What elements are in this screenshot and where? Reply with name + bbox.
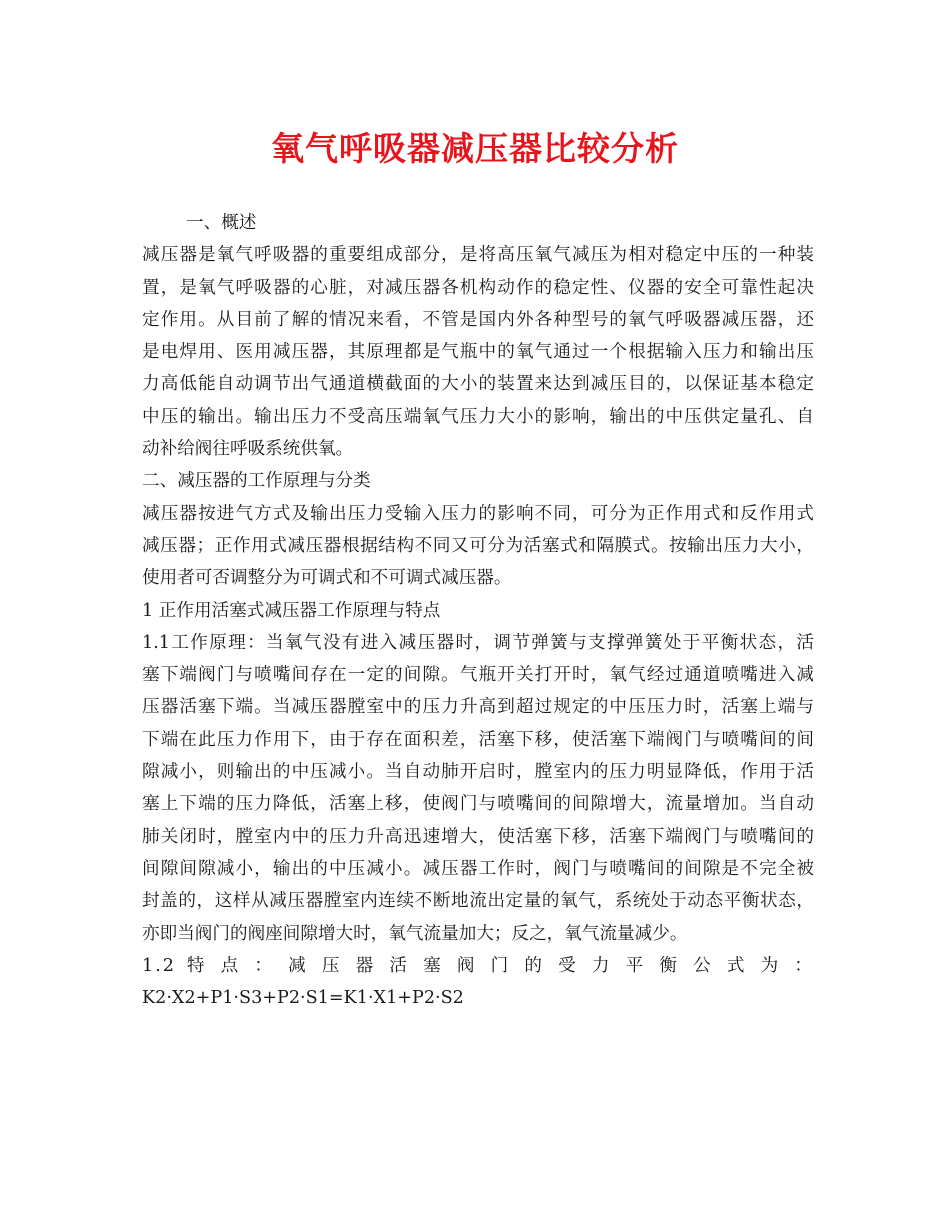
section-heading-principle: 二、减压器的工作原理与分类: [142, 471, 371, 492]
paragraph-line: 置，是氧气呼吸器的心脏，对减压器各机构动作的稳定性、仪器的安全可靠性起决: [142, 277, 814, 298]
document-body: [142, 207, 814, 1014]
paragraph-line: 使用者可否调整分为可调式和不可调式减压器。: [142, 568, 512, 589]
paragraph-line: 动补给阀往呼吸系统供氧。: [142, 439, 354, 460]
paragraph-line: 减压器按进气方式及输出压力受输入压力的影响不同，可分为正作用式和反作用式: [142, 503, 814, 524]
paragraph-line: 减压器是氧气呼吸器的重要组成部分，是将高压氧气减压为相对稳定中压的一种装: [142, 245, 814, 266]
paragraph-line: 封盖的，这样从减压器膛室内连续不断地流出定量的氧气，系统处于动态平衡状态，: [142, 891, 814, 912]
paragraph-line: 塞上下端的压力降低，活塞上移，使阀门与喷嘴间的间隙增大，流量增加。当自动: [142, 794, 814, 815]
paragraph-line: 肺关闭时，膛室内中的压力升高迅速增大，使活塞下移，活塞下端阀门与喷嘴间的: [142, 826, 814, 847]
paragraph-line: 亦即当阀门的阀座间隙增大时，氧气流量加大；反之，氧气流量减少。: [142, 923, 688, 944]
paragraph-line: 是电焊用、医用减压器，其原理都是气瓶中的氧气通过一个根据输入压力和输出压: [142, 342, 814, 363]
formula-line: K2·X2+P1·S3+P2·S1=K1·X1+P2·S2: [142, 988, 464, 1009]
document-title: 氧气呼吸器减压器比较分析: [271, 129, 679, 168]
paragraph-line: 下端在此压力作用下，由于存在面积差，活塞下移，使活塞下端阀门与喷嘴间的间: [142, 729, 814, 750]
paragraph-line: 定作用。从目前了解的情况来看，不管是国内外各种型号的氧气呼吸器减压器，还: [142, 309, 814, 330]
paragraph-line: 中压的输出。输出压力不受高压端氧气压力大小的影响，输出的中压供定量孔、自: [142, 406, 814, 427]
paragraph-line: 压器活塞下端。当减压器膛室中的压力升高到超过规定的中压压力时，活塞上端与: [142, 697, 814, 718]
paragraph-line: 1.1工作原理：当氧气没有进入减压器时，调节弹簧与支撑弹簧处于平衡状态，活: [142, 632, 814, 653]
paragraph-line: 间隙间隙减小，输出的中压减小。减压器工作时，阀门与喷嘴间的间隙是不完全被: [142, 858, 814, 879]
subsection-heading: 1 正作用活塞式减压器工作原理与特点: [142, 600, 441, 621]
paragraph-line: 隙减小，则输出的中压减小。当自动肺开启时，膛室内的压力明显降低，作用于活: [142, 762, 814, 783]
paragraph-line: 力高低能自动调节出气通道横截面的大小的装置来达到减压目的，以保证基本稳定: [142, 374, 814, 395]
section-heading-overview: 一、概述: [186, 213, 257, 233]
paragraph-line: 塞下端阀门与喷嘴间存在一定的间隙。气瓶开关打开时，氧气经过通道喷嘴进入减: [142, 665, 814, 686]
paragraph-line: 减压器；正作用式减压器根据结构不同又可分为活塞式和隔膜式。按输出压力大小，: [142, 535, 814, 556]
formula-intro-line: 1.2 特 点 ： 减 压 器 活 塞 阀 门 的 受 力 平 衡 公 式 为 ：: [142, 955, 814, 976]
